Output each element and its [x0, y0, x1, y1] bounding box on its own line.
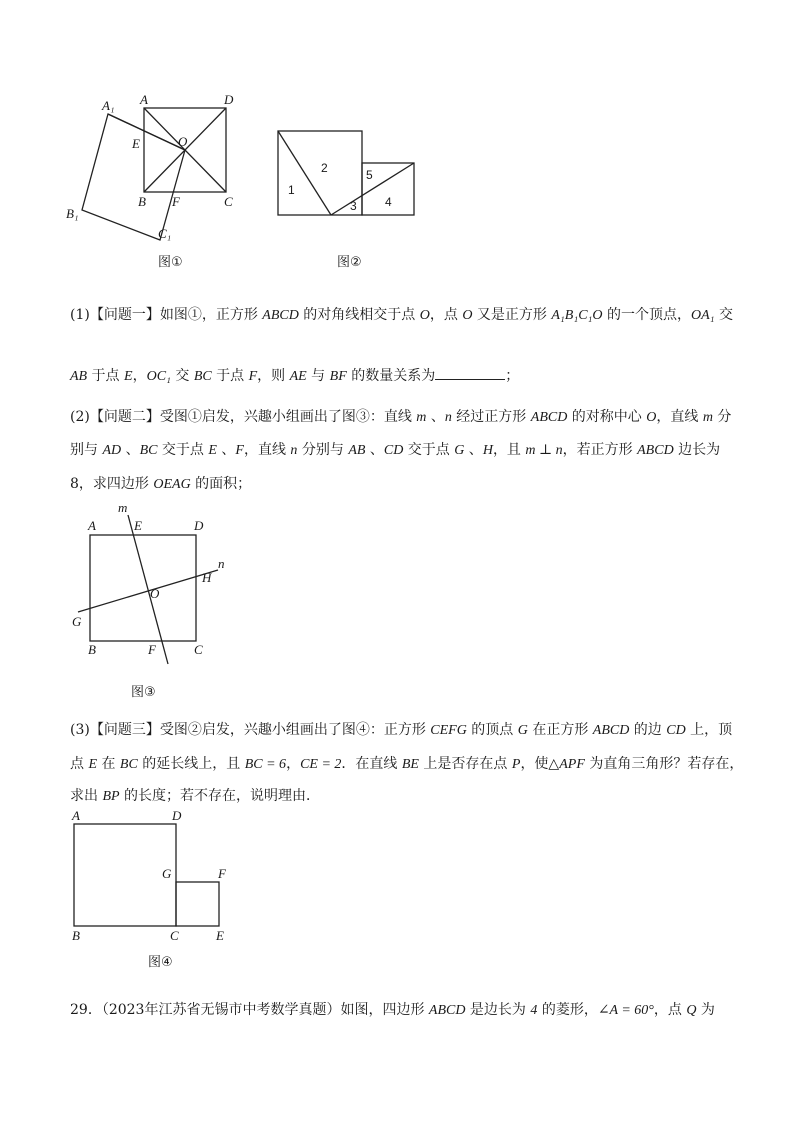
figure-4-caption: 图④ [148, 955, 173, 970]
math-symbol: CD [666, 723, 686, 738]
figure-4-diagram [60, 806, 240, 946]
text-segment: ．在直线 [341, 756, 402, 772]
figure-3-caption: 图③ [131, 685, 156, 700]
text-segment: 交 [170, 368, 194, 384]
text-segment: 交于点 [157, 442, 209, 458]
fig3-label-H: H [202, 570, 212, 585]
math-symbol: 4 [530, 1003, 538, 1018]
text-segment: ， [286, 756, 301, 772]
fig1-label-F: F [172, 194, 180, 209]
math-symbol: m [702, 410, 713, 425]
math-symbol: n [444, 410, 452, 425]
fig3-label-A: A [88, 518, 96, 533]
text-segment: 上，顶 [685, 722, 733, 738]
text-segment: 为 [696, 1002, 715, 1018]
math-symbol: O [419, 308, 430, 323]
q1-line-2 [70, 366, 519, 387]
text-segment: 的菱形， [537, 1002, 598, 1018]
fig2-region-1: 1 [288, 183, 295, 197]
q29-line-1 [70, 1000, 715, 1021]
text-segment: 的对角线相交于点 [298, 307, 420, 323]
math-symbol: ABCD [592, 723, 630, 738]
text-segment: 为直角三角形？若存在， [584, 756, 744, 772]
math-symbol: BF [329, 369, 347, 384]
text-segment: 的对称中心 [567, 409, 647, 425]
math-symbol: BC = 6 [244, 757, 287, 772]
text-segment: ，则 [257, 368, 290, 384]
fig2-region-5: 5 [366, 168, 373, 182]
q3-line-2 [70, 754, 743, 775]
fig1-label-C: C [224, 194, 233, 209]
fig1-label-E: E [132, 136, 140, 151]
fig4-label-B: B [72, 928, 80, 943]
text-segment: 是边长为 [465, 1002, 531, 1018]
math-symbol: E [88, 757, 98, 772]
figure-1-diagram [60, 92, 250, 252]
math-symbol: ABCD [637, 443, 674, 458]
text-segment: 29．（2023年江苏省无锡市中考数学真题）如图，四边形 [70, 1002, 429, 1018]
math-symbol: AE [289, 369, 307, 384]
text-segment: ； [505, 368, 520, 384]
text-segment: 于点 [87, 368, 125, 384]
math-symbol: A₁B₁C₁O [551, 308, 603, 323]
fig1-label-B: B [138, 194, 146, 209]
text-segment: ，点 [653, 1002, 687, 1018]
figure-2 [275, 128, 435, 218]
text-segment: (2)【问题二】受图①启发，兴趣小组画出了图③：直线 [70, 409, 417, 425]
math-symbol: G [517, 723, 528, 738]
math-symbol: BP [102, 789, 120, 804]
math-symbol: m ⊥ n [525, 443, 563, 458]
math-symbol: BC [119, 757, 138, 772]
text-segment: 边长为 [673, 442, 721, 458]
text-segment: 的长度；若不存在，说明理由． [119, 788, 321, 804]
fig1-label-B1: B₁ [66, 206, 79, 221]
text-segment: (1)【问题一】如图①，正方形 [70, 307, 263, 323]
text-segment: 交 [714, 307, 733, 323]
math-symbol: BC [193, 369, 212, 384]
math-symbol: ABCD [262, 308, 299, 323]
fig2-region-4: 4 [385, 195, 392, 209]
text-segment: ， [132, 368, 147, 384]
math-symbol: F [248, 369, 258, 384]
figure-3 [68, 502, 238, 667]
figure-2-diagram [275, 128, 435, 218]
fig1-label-C1: C₁ [158, 226, 172, 241]
fig3-label-n: n [218, 556, 225, 571]
text-segment: 分别与 [297, 442, 349, 458]
math-symbol: G [454, 443, 465, 458]
text-segment: 的数量关系为 [346, 368, 436, 384]
text-segment: ，直线 [656, 409, 703, 425]
math-symbol: BC [139, 443, 158, 458]
q1-line-1 [70, 305, 733, 326]
math-symbol: CEFG [430, 723, 467, 738]
fig4-label-C: C [170, 928, 179, 943]
q2-line-1 [70, 407, 731, 428]
text-segment: 的延长线上，且 [137, 756, 245, 772]
text-segment: 的边 [629, 722, 667, 738]
math-symbol: CE = 2 [300, 757, 342, 772]
text-segment: ，且 [492, 442, 526, 458]
math-symbol: n [290, 443, 298, 458]
math-symbol: ∠A = 60° [597, 1003, 654, 1018]
fig1-label-A: A [140, 92, 148, 107]
fig2-region-2: 2 [321, 161, 328, 175]
math-symbol: ABCD [530, 410, 568, 425]
text-segment: 上是否存在点 [418, 756, 512, 772]
q2-line-3 [70, 474, 251, 495]
text-segment: 又是正方形 [472, 307, 552, 323]
fig3-label-O: O [150, 586, 160, 601]
figure-3-diagram [68, 502, 238, 667]
math-symbol: m [416, 410, 427, 425]
math-symbol: OA₁ [690, 308, 715, 323]
text-segment: (3)【问题三】受图②启发，兴趣小组画出了图④：正方形 [70, 722, 431, 738]
math-symbol: E [124, 369, 133, 384]
fig3-label-C: C [194, 642, 203, 657]
text-segment: 、 [426, 409, 445, 425]
fig4-label-F: F [218, 866, 226, 881]
text-segment: 在 [97, 756, 120, 772]
math-symbol: CD [383, 443, 404, 458]
math-symbol: H [482, 443, 493, 458]
text-segment: 在正方形 [527, 722, 593, 738]
fig3-label-m: m [118, 500, 128, 515]
math-symbol: AB [348, 443, 366, 458]
math-symbol: P [511, 757, 521, 772]
math-symbol: O [462, 308, 473, 323]
math-symbol: OEAG [153, 477, 191, 492]
text-segment: 的一个顶点， [602, 307, 691, 323]
figure-1 [60, 92, 250, 252]
fig4-label-A: A [72, 808, 80, 823]
text-segment: ，使△ [520, 756, 560, 772]
text-segment: 点 [70, 756, 89, 772]
text-segment: 于点 [211, 368, 249, 384]
text-segment: 交于点 [403, 442, 455, 458]
math-symbol: E [208, 443, 217, 458]
text-segment: 的面积； [190, 476, 252, 492]
fig4-label-E: E [216, 928, 224, 943]
math-symbol: APF [559, 757, 585, 772]
fig4-label-D: D [172, 808, 182, 823]
math-symbol: OC₁ [146, 369, 171, 384]
text-segment: 经过正方形 [451, 409, 531, 425]
math-symbol: AD [102, 443, 122, 458]
math-symbol: F [235, 443, 244, 458]
text-segment: ，直线 [243, 442, 291, 458]
fig3-label-G: G [72, 614, 82, 629]
text-segment: ，点 [429, 307, 463, 323]
math-symbol: ABCD [428, 1003, 466, 1018]
math-symbol: O [646, 410, 657, 425]
text-segment: 与 [306, 368, 330, 384]
fig4-label-G: G [162, 866, 172, 881]
fig1-label-O: O [178, 134, 188, 149]
fig1-label-D: D [224, 92, 234, 107]
fig3-label-D: D [194, 518, 204, 533]
figure-4 [60, 806, 240, 946]
text-segment: 别与 [70, 442, 103, 458]
text-segment: 分 [712, 409, 732, 425]
text-segment: 、 [365, 442, 384, 458]
math-symbol: Q [686, 1003, 697, 1018]
text-segment: 8，求四边形 [70, 476, 154, 492]
q3-line-3 [70, 786, 320, 807]
text-segment: 、 [216, 442, 236, 458]
text-segment: 求出 [70, 788, 103, 804]
figure-2-caption: 图② [337, 255, 362, 270]
q2-line-2 [70, 440, 720, 461]
fig2-region-3: 3 [350, 199, 357, 213]
math-symbol: BE [401, 757, 419, 772]
text-segment: ，若正方形 [562, 442, 638, 458]
fig3-label-F: F [148, 642, 156, 657]
q3-line-1 [70, 720, 732, 741]
text-segment: 、 [121, 442, 140, 458]
fig3-label-E: E [134, 518, 142, 533]
math-symbol: AB [70, 369, 88, 384]
fig1-label-A1: A₁ [102, 98, 115, 113]
text-segment: 的顶点 [466, 722, 518, 738]
fig3-label-B: B [88, 642, 96, 657]
figure-1-caption: 图① [158, 255, 183, 270]
text-segment: 、 [464, 442, 483, 458]
q1-answer-blank[interactable] [435, 367, 505, 380]
